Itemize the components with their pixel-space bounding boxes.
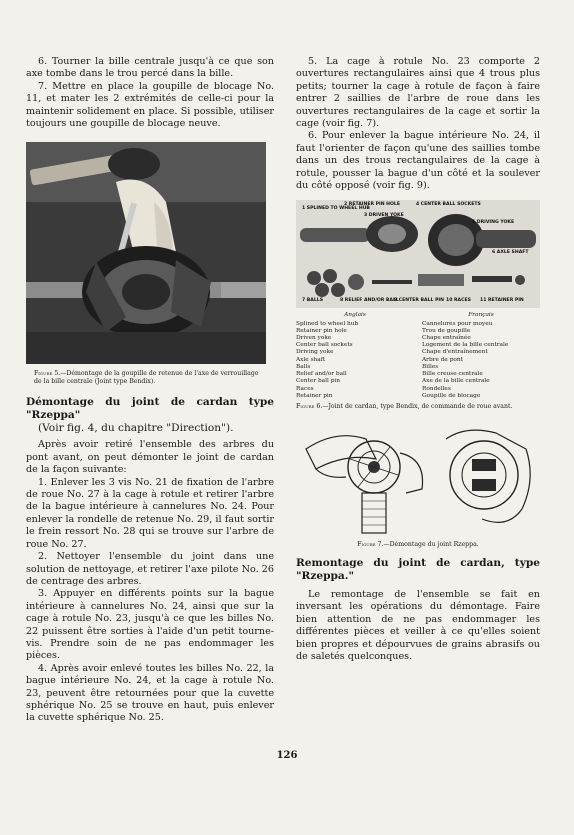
- photo-label-center-ball: 4 CENTER BALL SOCKETS: [416, 202, 481, 208]
- figure-7-caption-text: —Démontage du joint Rzeppa.: [383, 540, 479, 548]
- figure-7-caption: [296, 541, 540, 549]
- photo-label-center-pin: 9 CENTER BALL PIN: [394, 298, 444, 304]
- legend-fr-item: Billes: [422, 363, 439, 370]
- paragraph-remontage: Le remontage de l'ensemble se fait en inversant les opérations du démontage. Faire bien attention de ne pas endommager les différentes pièces et veiller à ce qu'elles soient bien propres et dépourvues de grains abrasifs ou de saletés quelconques.: [296, 588, 540, 662]
- figure-7-illustration: [296, 419, 540, 539]
- legend-english-heading: Anglais: [344, 312, 366, 319]
- left-column: [26, 56, 274, 725]
- photo-label-relief: 8 RELIEF AND/OR BALL: [340, 298, 399, 304]
- legend-fr-item: Cannelures pour moyeu: [422, 320, 493, 327]
- legend-en-item: Center ball pin: [296, 378, 340, 385]
- legend-en-item: Splined to wheel hub: [296, 320, 359, 327]
- paragraph-step-6-right: 6. Pour enlever la bague intérieure No. 24, il faut l'orienter de façon qu'une des saillies tombe dans un des trous rectangulaires de la cage à rotule, pousser la bague d'un côté et la soulever du côté opposé (voir fig. 9).: [296, 130, 540, 192]
- legend-en-item: Driving yoke: [296, 349, 334, 356]
- legend-english-column: [296, 312, 414, 399]
- figure-6-caption: [296, 403, 540, 411]
- figure-7-caption-label: Figure 7.: [357, 540, 384, 548]
- legend-french-column: [422, 312, 540, 399]
- figure-7-drawing: [296, 419, 540, 539]
- legend-fr-item: Rondelles: [422, 385, 451, 392]
- legend-fr-item: Trou de goupille: [422, 327, 471, 334]
- photo-label-driven: 3 DRIVEN YOKE: [364, 213, 404, 219]
- legend-fr-item: Chape entraînée: [422, 335, 471, 342]
- photo-label-races: 10 RACES: [446, 298, 471, 304]
- paragraph-step-4: 4. Après avoir enlevé toutes les billes No. 22, la bague intérieure No. 24, et la cage à rotule No. 23, peuvent être retournées pour que la cuvette sphérique No. 25 se trouve en haut, puis enlever la cuvette sphérique No. 25.: [26, 662, 274, 724]
- figure-5-photo: [26, 142, 266, 364]
- photo-label-axle: 6 AXLE SHAFT: [492, 250, 529, 256]
- figure-5-illustration: [26, 142, 266, 364]
- legend-fr-item: Chape d'entraînement: [422, 349, 488, 356]
- legend-fr-item: Axe de la bille centrale: [422, 378, 490, 385]
- legend-en-item: Relief and/or ball: [296, 371, 347, 378]
- legend-en-item: Retainer pin: [296, 392, 333, 399]
- figure-5-caption-label: Figure 5.: [34, 370, 61, 378]
- photo-label-splined: 1 SPLINED TO WHEEL HUB: [302, 206, 370, 212]
- legend-fr-item: Bille creuse centrale: [422, 371, 483, 378]
- legend-en-item: Driven yoke: [296, 335, 332, 342]
- paragraph-step-3: 3. Appuyer en différents points sur la bague intérieure à cannelures No. 24, ainsi que sur la cage à rotule No. 23, jusqu'à ce que les billes No. 22 puissent être sorties à l'aide d'un petit tourne-vis. Prendre soin de ne pas endommager les pièces.: [26, 588, 274, 662]
- figure-5-caption: [34, 370, 266, 386]
- paragraph-step-5: 5. La cage à rotule No. 23 comporte 2 ouvertures rectangulaires ainsi que 4 trous plus petits; tourner la cage à rotule de façon à faire entrer 2 saillies de l'arbre de roue dans les ouvertures rectangulaires de la cage et sortir la cage (voir fig. 7).: [296, 56, 540, 130]
- legend-en-item: Retainer pin hole: [296, 327, 347, 334]
- figure-6-photo: [296, 200, 540, 308]
- section-heading-demontage: Démontage du joint de cardan type "Rzeppa": [26, 396, 274, 422]
- legend-en-item: Balls: [296, 363, 311, 370]
- legend-french-heading: Français: [468, 312, 494, 319]
- paragraph-intro: Après avoir retiré l'ensemble des arbres du pont avant, on peut démonter le joint de cardan de la façon suivante:: [26, 439, 274, 476]
- legend-en-item: Races: [296, 385, 314, 392]
- paragraph-step-2: 2. Nettoyer l'ensemble du joint dans une solution de nettoyage, et retirer l'axe pilote No. 26 de centrage des arbres.: [26, 551, 274, 587]
- photo-label-balls: 7 BALLS: [302, 298, 324, 304]
- figure-6-caption-label: Figure 6.: [296, 402, 323, 410]
- figure-6-caption-text: —Joint de cardan, type Bendix, de commande de roue avant.: [322, 402, 513, 410]
- paragraph-step-7: 7. Mettre en place la goupille de blocage No. 11, et mater les 2 extrémités de celle-ci pour la maintenir solidement en place. Si possible, utiliser toujours une goupille de blocage neuve.: [26, 80, 274, 130]
- page-number: 126: [276, 750, 298, 761]
- right-column: [296, 56, 540, 663]
- figure-5-caption-text: —Démontage de la goupille de retenue de l'axe de verrouillage de la bille centrale (Joint type Bendix).: [34, 370, 259, 386]
- paragraph-step-1: 1. Enlever les 3 vis No. 21 de fixation de l'arbre de roue No. 27 à la cage à rotule et retirer l'arbre de la bague intérieure à cannelures No. 24. Pour enlever la rondelle de retenue No. 29, il faut sortir le frein ressort No. 28 qui se trouve sur l'arbre de roue No. 27.: [26, 476, 274, 550]
- legend-fr-item: Arbre de pont: [422, 356, 463, 363]
- photo-label-retainer-pin: 11 RETAINER PIN: [480, 298, 524, 304]
- legend-en-item: Axle shaft: [296, 356, 326, 363]
- figure-6-legend: [296, 312, 540, 399]
- legend-en-item: Center ball sockets: [296, 342, 353, 349]
- photo-label-driving: 5 DRIVING YOKE: [472, 220, 515, 226]
- paragraph-step-6: 6. Tourner la bille centrale jusqu'à ce que son axe tombe dans le trou percé dans la bille.: [26, 56, 274, 80]
- legend-fr-item: Goupille de blocage: [422, 392, 481, 399]
- legend-fr-item: Logement de la bille centrale: [422, 342, 509, 349]
- photo-label-retainer: 2 RETAINER PIN HOLE: [344, 202, 400, 208]
- section-subheading: (Voir fig. 4, du chapitre "Direction").: [38, 422, 234, 435]
- section-heading-remontage: Remontage du joint de cardan, type "Rzeppa.": [296, 556, 540, 582]
